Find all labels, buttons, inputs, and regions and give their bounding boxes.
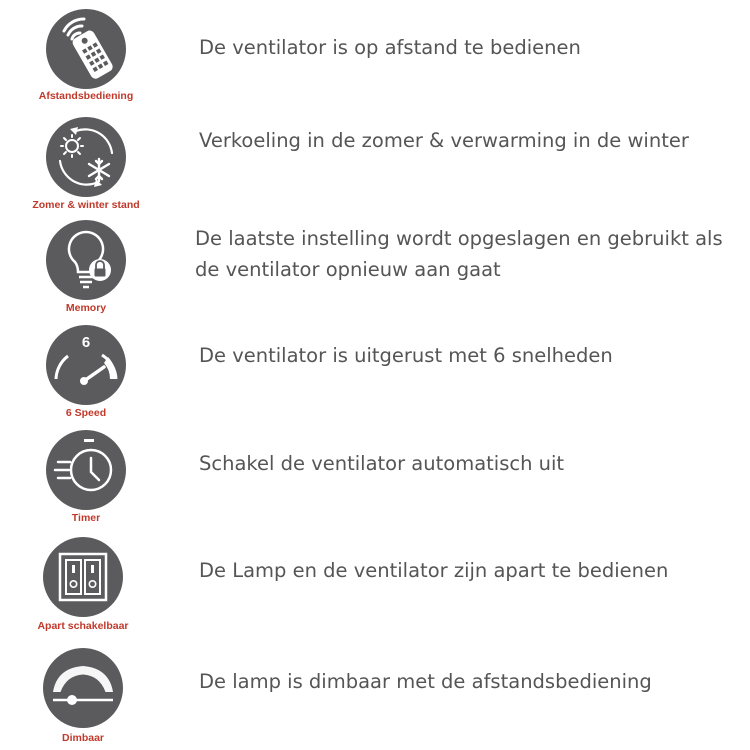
summer-winter-icon xyxy=(44,115,128,199)
feature-description: De lamp is dimbaar met de afstandsbediening xyxy=(199,670,652,693)
feature-label: Dimbaar xyxy=(61,732,104,744)
speed-number: 6 xyxy=(81,334,91,351)
feature-label: Timer xyxy=(71,512,101,524)
feature-description: De ventilator is op afstand te bedienen xyxy=(199,36,581,59)
feature-label: 6 Speed xyxy=(65,407,107,419)
feature-description: De ventilator is uitgerust met 6 snelheden xyxy=(199,344,613,367)
timer-icon xyxy=(44,428,128,512)
lightbulb-lock-icon xyxy=(44,218,128,302)
feature-description: De Lamp en de ventilator zijn apart te bedienen xyxy=(199,559,669,582)
feature-label: Apart schakelbaar xyxy=(37,620,129,632)
speedometer-icon xyxy=(44,323,128,407)
feature-description: Verkoeling in de zomer & verwarming in de winter xyxy=(199,129,689,152)
feature-description: De laatste instelling wordt opgeslagen en gebruikt als de ventilator opnieuw aan gaat xyxy=(195,227,723,281)
feature-label: Zomer & winter stand xyxy=(32,199,140,211)
dimmer-icon xyxy=(41,646,125,730)
remote-control-icon xyxy=(44,7,128,91)
feature-description: Schakel de ventilator automatisch uit xyxy=(199,452,565,475)
feature-label: Memory xyxy=(65,302,107,314)
feature-label: Afstandsbediening xyxy=(38,90,134,102)
double-switch-icon xyxy=(41,535,125,619)
